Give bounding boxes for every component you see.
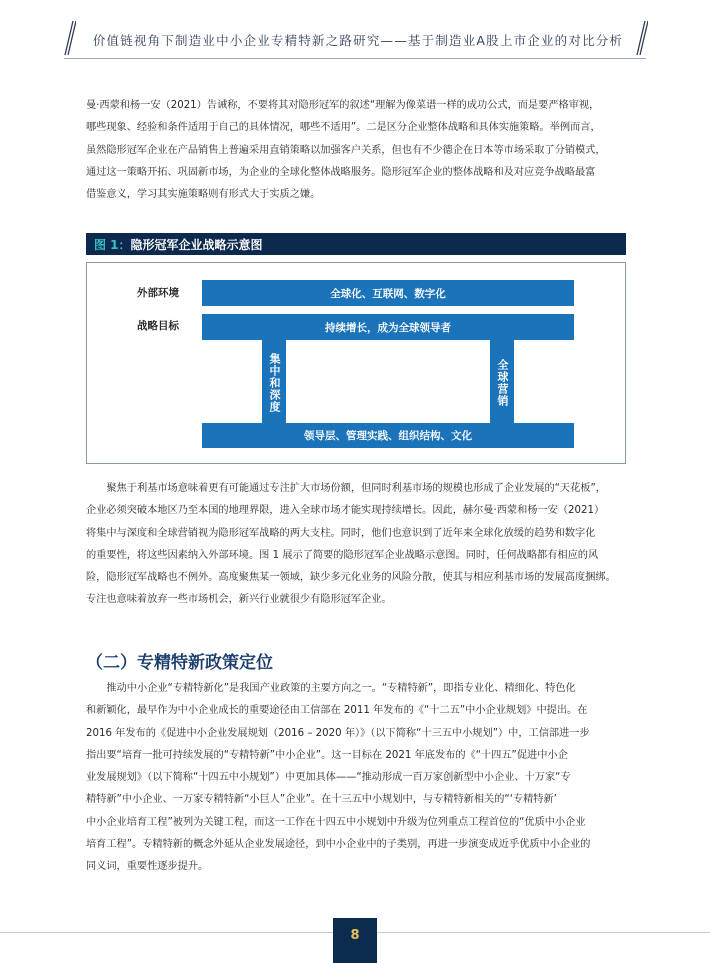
- pillar-focus-and-depth: 集中和深度: [262, 340, 286, 425]
- text-line: 借鉴意义，学习其实施策略则有形式大于实质之嫌。: [86, 189, 321, 201]
- text-line: 专注也意味着放弃一些市场机会，新兴行业就很少有隐形冠军企业。: [86, 594, 392, 606]
- pillar-global-marketing: 全球营销: [490, 340, 514, 425]
- text-line: 中小企业培育工程”被列为关键工程，而这一工作在十四五中小规划中升级为位列重点工程首位的“优质中小企业: [86, 816, 586, 828]
- section-heading: （二）专精特新政策定位: [86, 653, 273, 673]
- row-label-external-environment: 外部环境: [137, 287, 179, 299]
- text-line: 和新颖化，最早作为中小企业成长的重要途径由工信部在 2011 年发布的《“十二五”中小企业规划》中提出。在: [86, 705, 588, 717]
- text-line: 2016 年发布的《促进中小企业发展规划（2016 – 2020 年）》（以下简称“十三五中小规划”）中，工信部进一步: [86, 727, 590, 739]
- bar-external-environment: 全球化、互联网、数字化: [202, 280, 574, 306]
- figure-title: [94, 236, 263, 253]
- text-line: 推动中小企业“专精特新化”是我国产业政策的主要方向之一。“专精特新”，即指专业化、精细化、特色化: [106, 683, 576, 694]
- bar-strategic-goal: 持续增长，成为全球领导者: [202, 314, 574, 340]
- text-line: 通过这一策略开拓、巩固新市场，为企业的全球化整体战略服务。隐形冠军企业的整体战略和及对应竞争战略最富: [86, 166, 596, 178]
- strategy-diagram: [86, 262, 626, 464]
- text-line: 培育工程”。专精特新的概念外延从企业发展途径，到中小企业中的子类别，再进一步演变成近乎优质中小企业的: [86, 839, 591, 851]
- row-label-strategic-goal: 战略目标: [137, 320, 179, 332]
- text-line: 将集中与深度和全球营销视为隐形冠军战略的两大支柱。同时，他们也意识到了近年来全球化放缓的趋势和数字化: [86, 527, 596, 539]
- bar-foundation: 领导层、管理实践、组织结构、文化: [202, 423, 574, 448]
- header-left-slash-icon: [62, 20, 76, 56]
- text-line: 企业必须突破本地区乃至本国的地理界限，进入全球市场才能实现持续增长。因此，赫尔曼·西蒙和杨一安（2021）: [86, 505, 605, 517]
- text-line: 同义词，重要性逐步提升。: [86, 861, 209, 873]
- paragraph-analysis: [86, 478, 634, 612]
- text-line: 曼·西蒙和杨一安（2021）告诫称，不要将其对隐形冠军的叙述“理解为像菜谱一样的成功公式，而是要严格审视，: [86, 100, 600, 111]
- header-title: 价值链视角下制造业中小企业专精特新之路研究——基于制造业A股上市企业的对比分析: [92, 33, 624, 48]
- text-line: 聚焦于利基市场意味着更有可能通过专注扩大市场份额，但同时利基市场的规模也形成了企业发展的“天花板”，: [106, 483, 606, 494]
- header-divider: [64, 58, 646, 59]
- text-line: 精特新”中小企业、一万家专精特新“小巨人”企业”。在十三五中小规划中，与专精特新相关的“‘专精特新’: [86, 794, 557, 806]
- page-number: 8: [350, 928, 360, 943]
- text-line: 指出要“培育一批可持续发展的“专精特新”中小企业”。这一目标在 2021 年底发布的《“十四五”促进中小企: [86, 749, 568, 761]
- figure-number: 图 1：: [94, 238, 131, 252]
- text-line: 险，隐形冠军战略也不例外。高度聚焦某一领域，缺少多元化业务的风险分散，使其与相应利基市场的发展高度捆绑。: [86, 572, 616, 584]
- paragraph-intro: [86, 95, 634, 206]
- figure-title-text: 隐形冠军企业战略示意图: [130, 238, 263, 252]
- text-line: 的重要性，将这些因素纳入外部环境。图 1 展示了简要的隐形冠军企业战略示意图。同时，任何战略都有相应的风: [86, 549, 599, 561]
- page-header: [0, 0, 710, 66]
- paragraph-policy: [86, 678, 634, 879]
- page-number-box: [333, 918, 377, 963]
- text-line: 业发展规划》（以下简称“十四五中小规划”）中更加具体——“推动形成一百万家创新型中小企业、十万家“专: [86, 772, 571, 784]
- header-right-slash-icon: [634, 20, 648, 56]
- figure-title-bar: [86, 233, 626, 255]
- text-line: 虽然隐形冠军企业在产品销售上普遍采用直销策略以加强客户关系，但也有不少德企在日本等市场采取了分销模式，: [86, 144, 606, 156]
- text-line: 哪些现象、经验和条件适用于自己的具体情况，哪些不适用”。二是区分企业整体战略和具体实施策略。举例而言，: [86, 122, 601, 134]
